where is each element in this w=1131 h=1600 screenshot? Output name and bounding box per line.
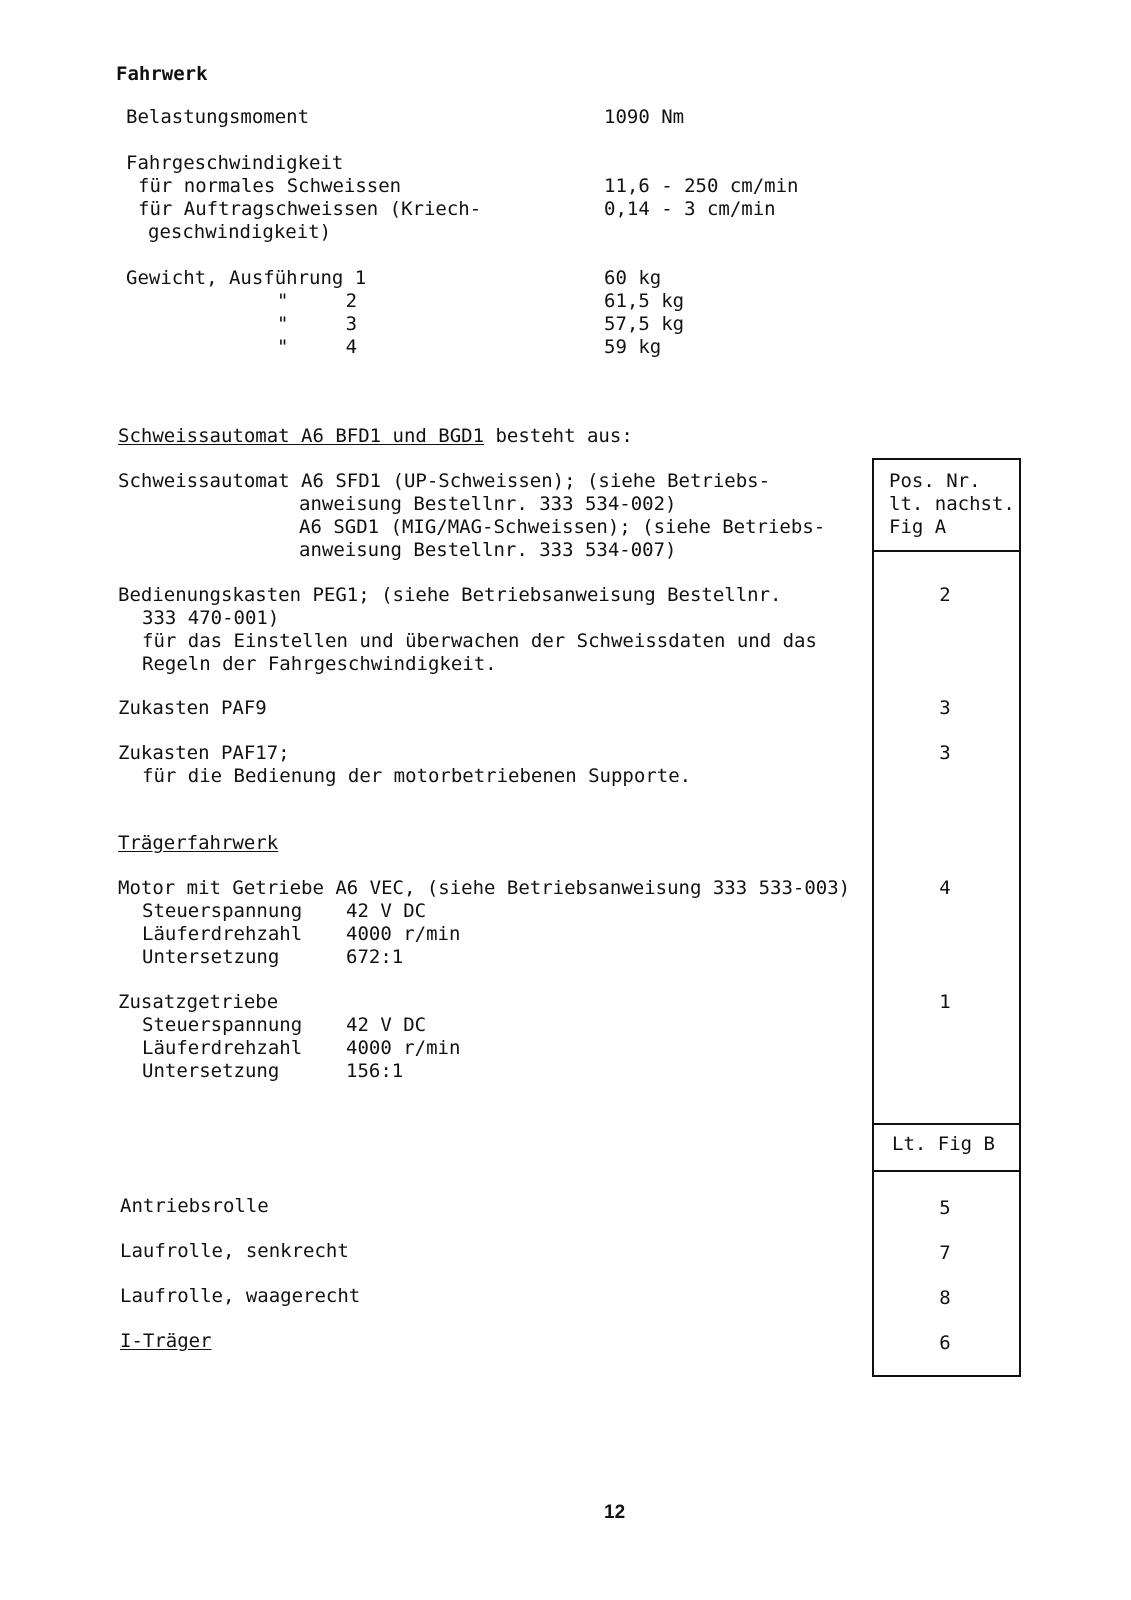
pos-number: 4 [939, 877, 951, 899]
pos-number: 5 [939, 1197, 951, 1219]
normal-schweissen-value: 11,6 - 250 cm/min [604, 175, 799, 197]
spec-label: Untersetzung [142, 946, 280, 968]
gewicht-row-value: 59 kg [604, 336, 662, 358]
pos-number: 6 [939, 1332, 951, 1354]
gewicht-row-label: " 2 [277, 290, 358, 312]
item-sfd1-cont: anweisung Bestellnr. 333 534-002) [299, 493, 677, 515]
item-peg1-line4: Regeln der Fahrgeschwindigkeit. [142, 653, 497, 675]
gewicht-row-label: " 4 [277, 336, 358, 358]
posbox-header-line2: lt. nachst. [889, 493, 1015, 515]
gewicht-value-1: 60 kg [604, 267, 662, 289]
spec-label: Läuferdrehzahl [142, 923, 303, 945]
pos-number: 2 [939, 584, 951, 606]
gewicht-label: Gewicht, Ausführung 1 [126, 267, 367, 289]
spec-label: Untersetzung [142, 1060, 280, 1082]
section-title-fahrwerk: Fahrwerk [116, 63, 208, 85]
spec-value: 672:1 [346, 946, 404, 968]
box-divider [872, 1170, 1021, 1172]
posbox-header-line1: Pos. Nr. [889, 470, 981, 492]
pos-number: 1 [939, 991, 951, 1013]
spec-label: Läuferdrehzahl [142, 1037, 303, 1059]
spec-value: 4000 r/min [346, 923, 461, 945]
spec-value: 42 V DC [346, 900, 427, 922]
box-divider [872, 1123, 1021, 1125]
traegerfahrwerk-heading: Trägerfahrwerk [118, 832, 279, 854]
section-heading [118, 425, 633, 448]
item-peg1: Bedienungskasten PEG1; (siehe Betriebsanweisung Bestellnr. [118, 584, 782, 606]
item-antriebsrolle: Antriebsrolle [120, 1195, 269, 1217]
item-laufrolle-waagerecht: Laufrolle, waagerecht [120, 1285, 361, 1307]
gewicht-row-value: 61,5 kg [604, 290, 685, 312]
box-divider [872, 550, 1021, 552]
posbox-header-line3: Fig A [889, 516, 947, 538]
item-peg1-line2: 333 470-001) [142, 607, 280, 629]
pos-number: 8 [939, 1287, 951, 1309]
item-zusatzgetriebe: Zusatzgetriebe [118, 991, 279, 1013]
item-paf9: Zukasten PAF9 [118, 697, 267, 719]
auftragschweissen-label: für Auftragschweissen (Kriech- [138, 198, 482, 220]
auftragschweissen-value: 0,14 - 3 cm/min [604, 198, 776, 220]
spec-value: 42 V DC [346, 1014, 427, 1036]
spec-value: 4000 r/min [346, 1037, 461, 1059]
page-number: 12 [604, 1502, 626, 1523]
item-peg1-line3: für das Einstellen und überwachen der Schweissdaten und das [142, 630, 817, 652]
gewicht-row-label: " 3 [277, 313, 358, 335]
item-motor: Motor mit Getriebe A6 VEC, (siehe Betriebsanweisung 333 533-003) [118, 877, 851, 899]
section-heading-rest: besteht aus: [484, 425, 633, 447]
spec-label: Steuerspannung [142, 900, 303, 922]
item-sfd1: Schweissautomat A6 SFD1 (UP-Schweissen); (siehe Betriebs- [118, 470, 771, 492]
pos-number: 3 [939, 742, 951, 764]
spec-value: 156:1 [346, 1060, 404, 1082]
item-paf17: Zukasten PAF17; [118, 742, 290, 764]
belastungsmoment-label: Belastungsmoment [126, 106, 310, 128]
posbox-fig-b: Lt. Fig B [892, 1133, 995, 1155]
auftragschweissen-label-cont: geschwindigkeit) [148, 221, 332, 243]
pos-number: 7 [939, 1242, 951, 1264]
gewicht-row-value: 57,5 kg [604, 313, 685, 335]
section-heading-underlined: Schweissautomat A6 BFD1 und BGD1 [118, 425, 485, 447]
spec-label: Steuerspannung [142, 1014, 303, 1036]
item-i-traeger: I-Träger [120, 1330, 212, 1352]
item-sgd1-cont: anweisung Bestellnr. 333 534-007) [299, 539, 677, 561]
normal-schweissen-label: für normales Schweissen [138, 175, 402, 197]
item-laufrolle-senkrecht: Laufrolle, senkrecht [120, 1240, 349, 1262]
item-paf17-cont: für die Bedienung der motorbetriebenen Supporte. [142, 765, 692, 787]
belastungsmoment-value: 1090 Nm [604, 106, 685, 128]
fahrgeschwindigkeit-label: Fahrgeschwindigkeit [126, 152, 344, 174]
pos-number: 3 [939, 697, 951, 719]
item-sgd1: A6 SGD1 (MIG/MAG-Schweissen); (siehe Betriebs- [299, 516, 826, 538]
